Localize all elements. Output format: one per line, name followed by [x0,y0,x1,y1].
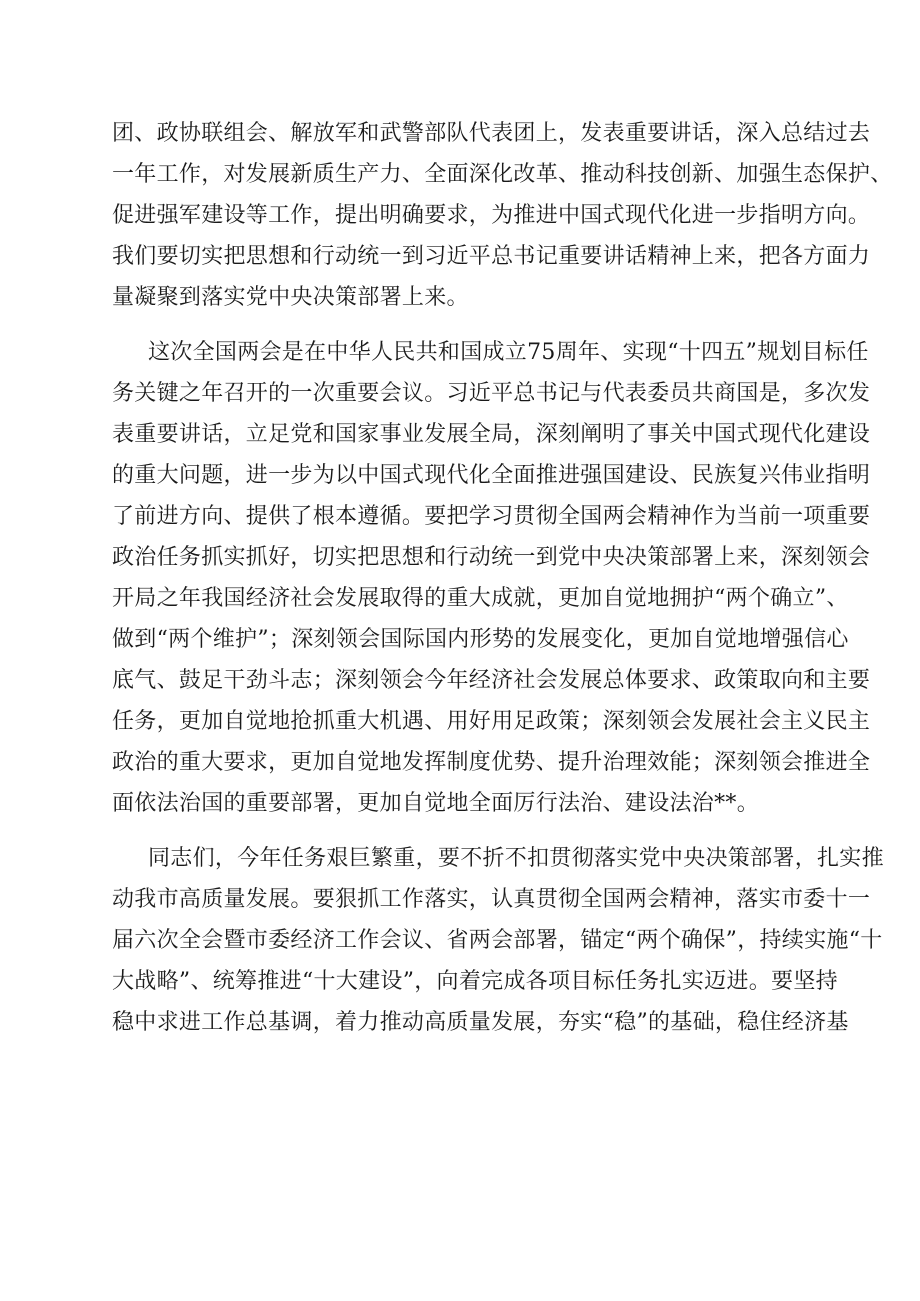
text-line: 同志们，今年任务艰巨繁重，要不折不扣贯彻落实党中央决策部署，扎实推 [148,846,884,871]
text-line: 开局之年我国经济社会发展取得的重大成就，更加自觉地拥护“两个确立”、 [112,586,849,611]
text-line: 团、政协联组会、解放军和武警部队代表团上，发表重要讲话，深入总结过去 [112,121,871,146]
text-line: 政治的重大要求，更加自觉地发挥制度优势、提升治理效能；深刻领会推进全 [112,750,871,775]
text-line: 的重大问题，进一步为以中国式现代化全面推进强国建设、民族复兴伟业指明 [112,463,871,488]
document-page [112,113,893,1057]
text-line: 做到“两个维护”；深刻领会国际国内形势的发展变化，更加自觉地增强信心 [112,627,849,652]
text-line: 任务，更加自觉地抢抓重大机遇、用好用足政策；深刻领会发展社会主义民主 [112,709,871,734]
text-line: 了前进方向、提供了根本遵循。要把学习贯彻全国两会精神作为当前一项重要 [112,504,871,529]
text-line: 届六次全会暨市委经济工作会议、省两会部署，锚定“两个确保”，持续实施“十 [112,928,883,953]
text-line: 面依法治国的重要部署，更加自觉地全面厉行法治、建设法治**。 [112,791,760,816]
paragraph-2 [112,332,871,824]
paragraph-1 [112,113,893,318]
paragraph-3 [112,838,884,1043]
text-line: 一年工作，对发展新质生产力、全面深化改革、推动科技创新、加强生态保护、 [112,162,893,187]
text-line: 稳中求进工作总基调，着力推动高质量发展，夯实“稳”的基础，稳住经济基 [112,1010,849,1035]
text-line: 务关键之年召开的一次重要会议。习近平总书记与代表委员共商国是，多次发 [112,381,871,406]
text-line: 促进强军建设等工作，提出明确要求，为推进中国式现代化进一步指明方向。 [112,203,871,228]
text-line: 这次全国两会是在中华人民共和国成立75周年、实现“十四五”规划目标任 [148,340,869,365]
text-line: 量凝聚到落实党中央决策部署上来。 [112,285,469,310]
text-line: 政治任务抓实抓好，切实把思想和行动统一到党中央决策部署上来，深刻领会 [112,545,871,570]
text-line: 大战略”、统筹推进“十大建设”，向着完成各项目标任务扎实迈进。要坚持 [112,969,838,994]
text-line: 我们要切实把思想和行动统一到习近平总书记重要讲话精神上来，把各方面力 [112,244,871,269]
text-line: 表重要讲话，立足党和国家事业发展全局，深刻阐明了事关中国式现代化建设 [112,422,871,447]
text-line: 底气、鼓足干劲斗志；深刻领会今年经济社会发展总体要求、政策取向和主要 [112,668,871,693]
text-line: 动我市高质量发展。要狠抓工作落实，认真贯彻全国两会精神，落实市委十一 [112,887,871,912]
